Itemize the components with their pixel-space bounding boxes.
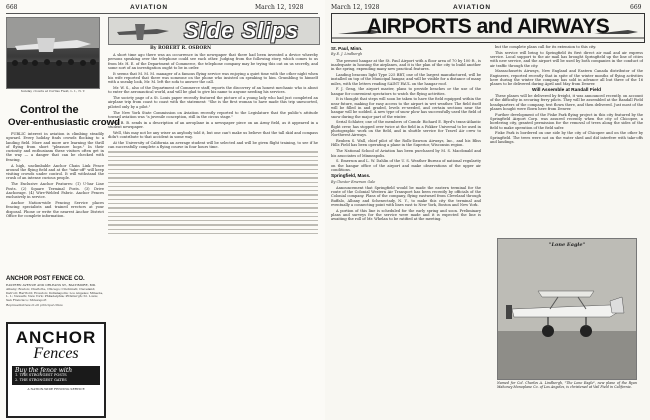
logo-fences-word: Fences [33, 345, 79, 362]
section-paragraph: Massachusetts Airways, New England and Eastern Canada distributor of the Engineers, reported recently that in spite of the winter months of flying activities here during the winter the company has sold in advance all but three of the 16 planes to be delivered during April and May from Denver. [490, 69, 643, 87]
anchor-logo-ad [6, 322, 106, 418]
section-paragraph: S. Emerson and L. W. Dahlin of the U. S. Weather Bureau of national regularity on the hangar office of the airport and make observations of the upper air conditions. [331, 159, 481, 172]
lone-eagle-airplane-icon [498, 239, 636, 379]
article-paragraph: It seems that M. M. M. manager of a famous flying service was enjoying a quiet time with the other night when his wife reported that there was someone on the phone who insisted on speaking to him. Grumbling to himself with a sneaky look, Mr. M. left the sofa to answer the call. [108, 71, 318, 85]
section-paragraph: Reuben S. Wall, chief pilot of the Rolls-Dawson Airways, Inc., and his Bliss Hills Field has been operating a plane in the Superior, Wisconsin region. [331, 139, 481, 148]
section-paragraph: A portion of this line is scheduled for the early spring and soon. Preliminary plans and surveys for the service were made and it is expected the line is awaiting the roll of Mr. Whelan to be ratified at the meeting. [331, 208, 481, 222]
ad-body [6, 132, 104, 272]
company-name: ANCHOR POST FENCE CO. [6, 276, 85, 282]
left-running-title: AVIATION [130, 4, 169, 11]
section-paragraph: Landing beacons light Type 225 BBT, one of the largest manufactured, will be installed on top of the Municipal hangar, and will be visible for a distance of many miles, with the letters reading SAINT PAUL on the hangar roof. [331, 72, 481, 86]
lone-eagle-photo [497, 238, 637, 380]
airplane-photo-icon [7, 18, 99, 88]
right-column-2 [490, 45, 643, 235]
header-rule [6, 13, 318, 14]
section-paragraph: These planes will be delivered by freight, it was announced recently, on account of the difficulty in securing ferry pilots. They will be assembled at the Randall Field headquarters of the company, test flown there, and then delivered. Just most of the planes bought were flown here from Denver. [490, 93, 643, 111]
ad-paragraph: Anchor Nation-wide Fencing Service places fencing specialists and trained erectors at your disposal. Phone or write the nearest Anchor District Office for complete information. [6, 200, 104, 218]
right-date: March 12, 1928 [331, 4, 380, 11]
section-paragraph: Serial Schlater, one of the members of Comdr. Richard E. Byrd's trans-Atlantic flight crew, has stopped over twice at the field in a Fokker Universal to be used in photographic work on the field, and in shuttle service for Travel Air crew to Northwest Airways. [331, 120, 481, 138]
slogan-line1: Buy the fence with [15, 367, 73, 374]
section-paragraph: This service will bring to Springfield its first direct air mail and air express service. Local support to the air mail has brought Springfield up the line of cities with new service, and the airport will be used by both companies in the conduct of air traffic through the city. [490, 50, 643, 68]
logo-anchor-word: ANCHOR [15, 328, 97, 347]
right-column-1 [331, 45, 481, 415]
airports-banner [331, 13, 645, 43]
company-address: EASTERN AVENUE AND ORLEANS ST., BALTIMORE, MD. [6, 283, 96, 287]
left-page-number: 668 [6, 4, 18, 11]
section-paragraph: Fiske Park is bordered on one side by the city of Chicopee and on the other by Springfield. The trees were not on the water shed and did interfere with take-offs and landings. [490, 131, 643, 144]
section-paragraph: The National School of Aviation has been purchased by M. S. Macdonald and his associates of Minneapolis. [331, 149, 481, 158]
section-paragraph: Further development of the Fiske Park flying project in this city featured by the Springfield Airport Corp. was assured recently when the city of Chicopee, a bordering city, granted permission for the removal of trees along the sides of the field to make operation of the field safer. [490, 112, 643, 130]
article-paragraph: At the University of California an average student will be selected and will be given flight training, to see if he can successfully complete a flying course in four hours time. [108, 140, 318, 150]
section-heading-springfield: Springfield, Mass. [331, 173, 371, 179]
byline: By ROBERT R. OSBORN [150, 46, 212, 51]
section-paragraph: F. J. Geng, the airport master, plans to provide benches or the use of the hangar for convenient spectators to watch the flying activities. [331, 87, 481, 96]
airplane-icon [113, 18, 173, 44]
article-paragraph: The New York State Commission on Aviation recently reported to the Legislature that the public's attitude toward aviation was "a juvenile conception, still in the circus stage." [108, 110, 318, 119]
slogan-footer: A NATION-WIDE FENCING SERVICE [27, 387, 85, 391]
column-title: Side Slips [184, 18, 300, 43]
section-heading-randall-field: Will Assemble at Randall Field [531, 87, 602, 93]
section-heading-st-paul: St. Paul, Minn. [331, 46, 363, 51]
section-paragraph: but the complete plans call for its extension to this city. [495, 45, 597, 49]
article-paragraph: The society page of a St. Louis paper recently featured the picture of a young lady who had just completed an airplane trip from coast to coast with the statement: "She is the first woman to have made this trip unescorted, piloted only by a pilot." [108, 96, 318, 109]
right-running-title: AVIATION [453, 4, 492, 11]
section-paragraph: It is thought that steps will soon be taken to have the field equipped within the near future, making for easy access to the airport in wet weather. The field itself will be filled in and graded, levels re-seeded, and certain sections near the hangar will be sodded. A new type of snow plow has successfully used the field of snow during the major part of the winter. [331, 97, 481, 119]
right-page-number: 669 [630, 4, 642, 11]
crowd-photo [6, 17, 100, 89]
banner-title: AIRPORTS and AIRWAYS [366, 15, 610, 38]
filler-text-lines [108, 151, 318, 234]
ad-paragraph: PUBLIC interest in aviation is climbing steadily upward. Every holiday finds crowds flocking to a landing field. More and more are learning the thrill of flying from short "pleasure hops." In their curiosity and enthusiasm these visitors often get in the way — a danger that can be checked with fencing. [6, 132, 104, 162]
left-date: March 12, 1928 [255, 4, 304, 11]
section-paragraph: The present hangar at the St. Paul Airport with a floor area of 70 by 100 ft., is inadequate in housing the airplanes, and it is the plan of the city to build another in the spring, expending many new practical features. [331, 58, 481, 72]
photo-caption: Sunday crowds at Curtiss Field, L. I., N. Y. [20, 89, 86, 93]
article-paragraph: Mr. B. B. sends in a description of an aeroplane in a newspaper piece on an Army field, as it appeared in a student newspaper. [108, 120, 318, 129]
office-list: Albany; Boston; Charlotte, Chicago; Cincinnati; Cleveland; Detroit; Hartford; Houston; Indianapolis; Los Angeles; Mineola, L. I.; Newark; New York; Philadelphia; Pittsburgh; St. Louis; San Francisco; Shreveport [6, 287, 104, 302]
company-block [6, 276, 104, 307]
photo-label: "Lone Eagle" [548, 242, 586, 248]
section-byline-springfield: By Chester Emerson Gale [331, 179, 376, 184]
ad-heading-line1: Control the [20, 104, 79, 116]
lone-eagle-caption: Named for Col. Charles A. Lindbergh, "The Lone Eagle", new plane of the Ryan Mahoney Monoplane Co. of Los Angeles, is christened at Vail Field in California. [497, 381, 637, 389]
ad-paragraph: A high, unclimbable Anchor Chain Link Fence around the flying field and at the "take-off" will keep visiting crowds under control. It will withstand the crush of an intense curious people. [6, 163, 104, 181]
slogan-line2: 1. THE STRONGEST POSTS [15, 373, 67, 377]
ad-paragraph: The Exclusive Anchor Features: (1) U-bar Line Posts. (2) Square Terminal Posts. (3) Drive Anchorage. (4) Wire-Welded Fabric. Anchor Fences exclusively in service. [6, 182, 104, 200]
article-paragraph: Well, this may not be any wiser as anybody told it, but one can't make us believe that the tall skid and compass didn't contribute to that accident in some way. [108, 130, 318, 140]
slogan-line3: 2. THE STRONGEST GATES [15, 378, 67, 382]
section-byline-st-paul: By E. J. Lindbergh [331, 52, 363, 57]
representatives-note: Representatives in all principal cities [6, 303, 63, 308]
slogan-box [12, 366, 100, 385]
article-paragraph: A short time ago there was an occurrence in the newspaper that there had been invented a device whereby persons speaking over the telephone could see each other. Judging from the following story, which comes to us from Mr. H. E. of the Department of Commerce, the telephone company may be trying this out on us secretly, and some sort of an investigation ought to be in order. [108, 53, 318, 70]
section-paragraph: Announcement that Springfield would be made the eastern terminal for the route of the Colonial Western Air Transport has been recently by officials of the Colonial company. Plans of the company, flying eastward from Cleveland through Buffalo, Albany and Schenectady, N. Y., to make this city the terminal and eventually a connecting point with lines east to New York, Boston and New York. [331, 185, 481, 207]
article-paragraph: Mr. W. S., also of the Department of Commerce staff, reports the discovery of an honest mechanic who is about to enter the aeronautical world, and will be glad to give his name to anyone needing his services. [108, 86, 318, 95]
right-page [325, 0, 650, 420]
side-slips-article [108, 53, 318, 415]
ad-heading-line2: Over-enthusiastic crowd [8, 117, 120, 128]
side-slips-banner [108, 17, 320, 45]
